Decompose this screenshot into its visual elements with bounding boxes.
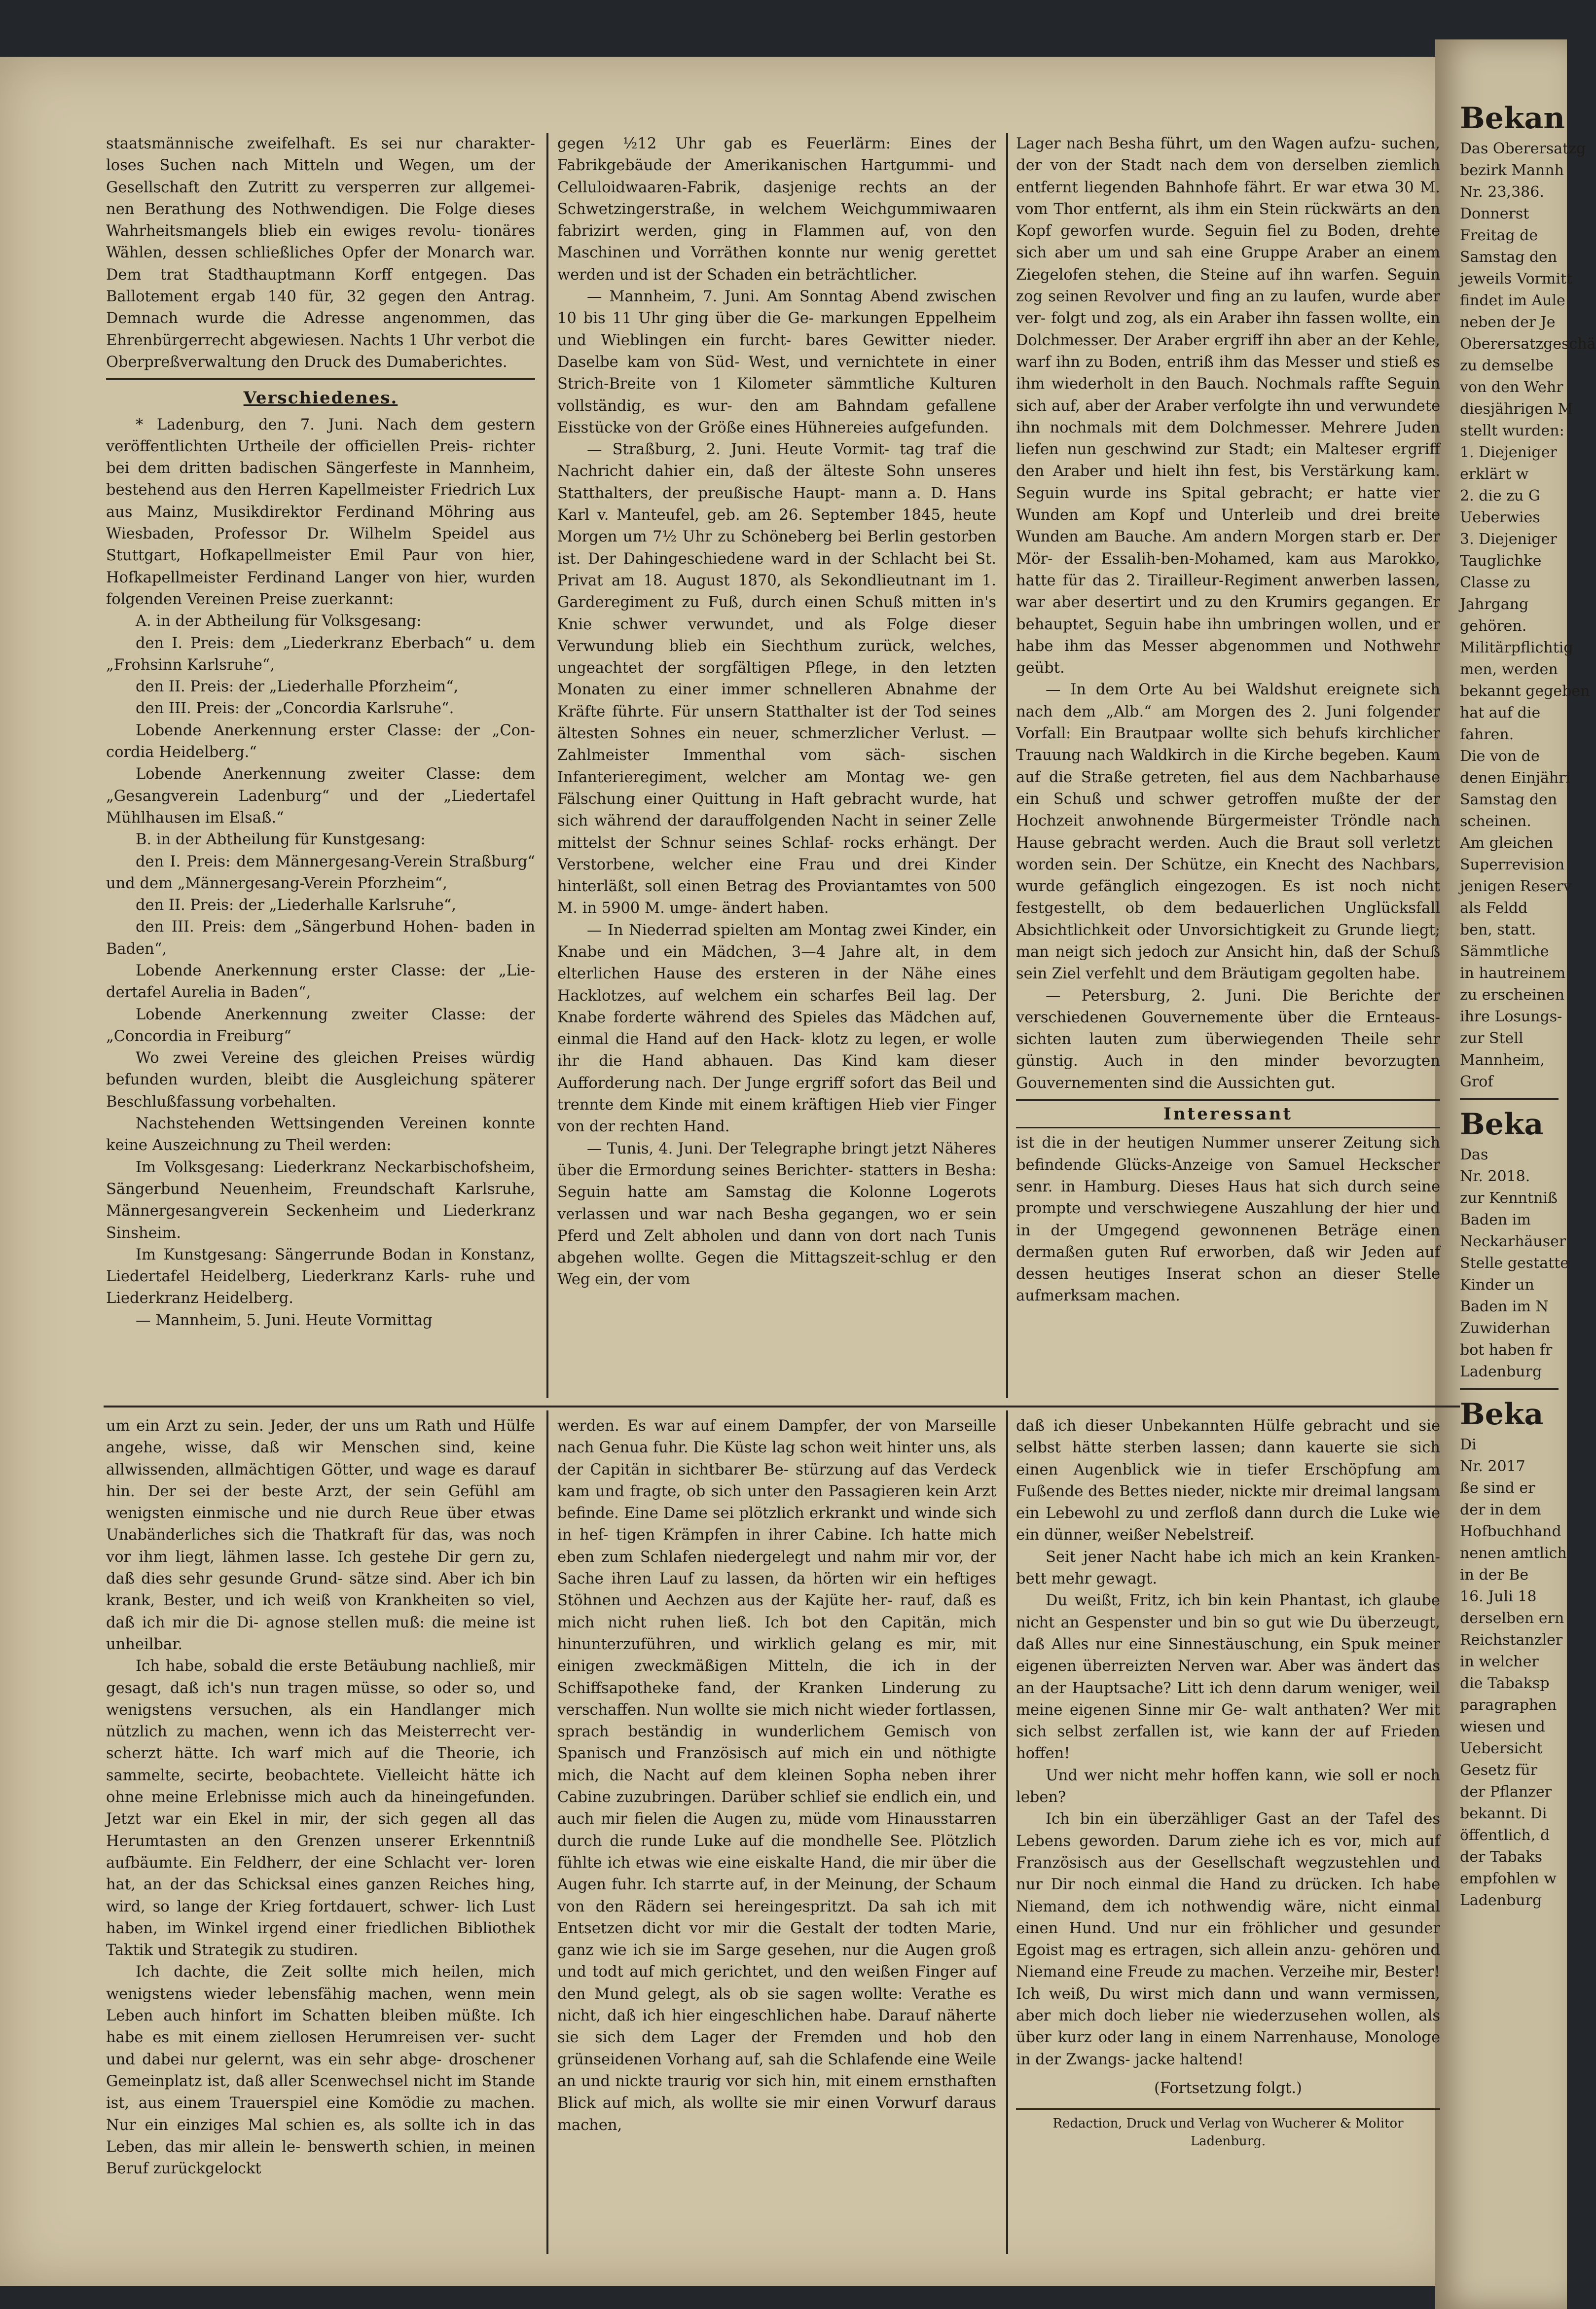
notice-line: Neckarhäuser — [1460, 1233, 1566, 1250]
column-1 — [106, 133, 535, 1403]
notice-line: Samstag den — [1460, 791, 1558, 808]
story-paragraph: daß ich dieser Unbekannten Hülfe gebracht und sie selbst hätte sterben lassen; dann kauerte sie sich einen Augenblick wie in tiefer Erschöpfung am Fußende des Bettes nieder, nickte mir dreimal langsam ein Lebewohl zu und zerfloß dann durch die Luke wie ein dünner, weißer Nebelstreif. — [1016, 1417, 1440, 1544]
notice-line: Ladenburg — [1460, 1363, 1542, 1380]
notice-line: 2. die zu G — [1460, 487, 1540, 505]
notice-line: ben, statt. — [1460, 921, 1536, 938]
notice-line: Hofbuchhand — [1460, 1523, 1561, 1540]
news-item: Nachstehenden Wettsingenden Vereinen konnte keine Auszeichnung zu Theil werden: — [106, 1115, 535, 1154]
notice-line: zur Kenntniß — [1460, 1190, 1558, 1207]
notice-line: der Tabaks — [1460, 1848, 1543, 1866]
notice-line: diesjährigen M — [1460, 400, 1573, 418]
notice-line: Baden im N — [1460, 1298, 1549, 1315]
section-divider — [106, 378, 535, 380]
news-item: B. in der Abtheilung für Kunstgesang: — [136, 831, 426, 849]
notice-line: Nr. 2018. — [1460, 1168, 1530, 1185]
notice-line: Samstag den — [1460, 249, 1558, 266]
notice-divider — [1460, 1388, 1559, 1390]
notice-line: bot haben fr — [1460, 1341, 1553, 1359]
notice-body — [1460, 138, 1596, 1093]
notice-line: erklärt w — [1460, 466, 1529, 483]
notice-line: zur Stell — [1460, 1030, 1523, 1047]
news-item: Lobende Anerkennung erster Classe: der „Con- cordia Heidelberg.“ — [106, 722, 535, 761]
news-item: — In Niederrad spielten am Montag zwei Kinder, ein Knabe und ein Mädchen, 3—4 Jahre alt, in dem elterlichen Hause des ersteren in der Nähe eines Hacklotzes, auf welchem ein scharfes Beil lag. Der Knabe forderte während des Spieles das Mädchen auf, einmal die Hand auf den Hack- klotz zu legen, er wolle ihr die Hand abhauen. Das Kind kam dieser Aufforderung nach. Der Junge ergriff sofort das Beil und trennte dem Kinde mit einem kräftigen Hieb vier Finger von der rechten Hand. — [557, 921, 996, 1136]
news-item: den II. Preis: der „Liederhalle Karlsruhe“, — [136, 897, 457, 914]
notice-line: denen Einjähri — [1460, 769, 1571, 787]
notice-line: Mannheim, — [1460, 1051, 1545, 1069]
feuilleton-column-2 — [557, 1415, 996, 2254]
notice-heading: Beka — [1460, 1107, 1544, 1142]
news-item: Im Kunstgesang: Sängerrunde Bodan in Konstanz, Liedertafel Heidelberg, Liederkranz Karls- ruhe und Liederkranz Heidelberg. — [106, 1246, 535, 1307]
notice-line: hat auf die — [1460, 704, 1541, 722]
notice-line: 3. Diejeniger — [1460, 531, 1557, 548]
notice-line: der Pflanzer — [1460, 1783, 1552, 1801]
notice-body — [1460, 1434, 1567, 1912]
news-item: Wo zwei Vereine des gleichen Preises würdig befunden wurden, bleibt die Ausgleichung späterer Beschlußfassung vorbehalten. — [106, 1049, 535, 1111]
continuation-note: (Fortsetzung folgt.) — [1154, 2079, 1302, 2097]
notice-line: Tauglichke — [1460, 552, 1542, 570]
news-item: — In dem Orte Au bei Waldshut ereignete sich nach dem „Alb.“ am Morgen des 2. Juni folgender Vorfall: Ein Brautpaar wollte sich behufs kirchlicher Trauung nach Waldkirch in die Kirche begeben. Kaum auf die Straße getreten, fiel aus dem Nachbarhause ein Schuß und schwer getroffen mußte der der Hochzeit anwohnende Bürgermeister Tröndle nach Hause gebracht werden. Auch die Braut soll verletzt worden sein. Der Schütze, ein Knecht des Nachbars, wurde gefänglich eingezogen. Es ist noch nicht festgestellt, ob dem bedauerlichen Unglücksfall Absichtlichkeit oder Unvorsichtigkeit zu Grunde liegt; man neigt sich jedoch zur Ansicht hin, daß der Schuß sein Ziel verfehlt und dem Bräutigam gegolten habe. — [1016, 681, 1440, 983]
notice-line: Stelle gestatte — [1460, 1255, 1569, 1272]
notice-line: paragraphen — [1460, 1696, 1557, 1714]
story-paragraph: um ein Arzt zu sein. Jeder, der uns um Rath und Hülfe angehe, wisse, daß wir Menschen sind, keine allwissenden, allmächtigen Götter, und wage es darauf hin. Der sei der beste Arzt, der sein Gefühl am wenigsten einmische und nie durch Reue über etwas Unabänderliches sich die Thatkraft für das, was noch vor ihm liegt, lähmen lasse. Ich gestehe Dir gern zu, daß dies sehr gesunde Grund- sätze sind. Aber ich bin krank, Bester, und ich weiß von Krankheiten so viel, daß ich mir die Di- agnose stellen muß: die meine ist unheilbar. — [106, 1417, 535, 1653]
news-item: — Straßburg, 2. Juni. Heute Vormit- tag traf die Nachricht dahier ein, daß der älteste Sohn unseres Statthalters, der preußische Haupt- mann a. D. Hans Karl v. Manteufel, geb. am 26. September 1845, heute Morgen um 7½ Uhr zu Schöneberg bei Berlin gestorben ist. Der Dahingeschiedene ward in der Schlacht bei St. Privat am 18. August 1870, als Sekondlieutnant im 1. Garderegiment zu Fuß, durch einen Schuß mitten in's Knie schwer verwundet, und als Folge dieser Verwundung blieb ein Siechthum zurück, welches, ungeachtet der sorgfältigen Pflege, in den letzten Monaten zu einer immer schnelleren Abnahme der Kräfte führte. Für unsern Statthalter ist der Tod seines ältesten Sohnes ein neuer, schmerzlicher Verlust. — Zahlmeister Immenthal vom säch- sischen Infanterieregiment, welcher am Montag we- gen Fälschung einer Quittung in Haft gebracht wurde, hat sich während der darauffolgenden Nacht in seiner Zelle mittelst der Schnur seines Schlaf- rocks erhängt. Der Verstorbene, welcher eine Frau und drei Kinder hinterläßt, soll einen Betrag des Proviantamtes von 500 M. in 5900 M. umge- ändert haben. — [557, 441, 996, 917]
notice-line: wiesen und — [1460, 1718, 1545, 1735]
story-paragraph: werden. Es war auf einem Dampfer, der von Marseille nach Genua fuhr. Die Küste lag schon weit hinter uns, als der Capitän in sichtbarer Be- stürzung auf das Verdeck kam und fragte, ob sich unter den Passagieren kein Arzt befinde. Eine Dame sei plötzlich erkrankt und winde sich in hef- tigen Krämpfen in ihrer Cabine. Ich hatte mich eben zum Schlafen niedergelegt und nahm mir vor, der Sache ihren Lauf zu lassen, da hörten wir ein heftiges Stöhnen und Aechzen aus der Kajüte her- rauf, daß es mich nicht ruhen ließ. Ich bot den Capitän, mich hinunterzuführen, und wirklich gelang es mir, mit einigen zweckmäßigen Mitteln, die ich in der Schiffsapotheke fand, der Kranken Linderung zu verschaffen. Nun wollte sie mich nicht wieder fortlassen, sprach beständig in wunderlichem Gemisch von Spanisch und Französisch auf mich ein und nöthigte mich, die Nacht auf dem kleinen Sopha neben ihrer Cabine zuzubringen. Darüber schlief sie endlich ein, und auch mir fielen die Augen zu, müde vom Hinausstarren durch die runde Luke auf die mondhelle See. Plötzlich fühlte ich etwas wie eine eiskalte Hand, die mir über die Augen fuhr. Ich starrte auf, in der Meinung, der Schaum von den Rädern sei hereingespritzt. Da sah ich mit Entsetzen dicht vor mir die Gestalt der todten Marie, ganz wie ich sie im Sarge gesehen, nur die Augen groß und todt auf mich gerichtet, und den weißen Finger auf den Mund gelegt, als ob sie sagen wollte: Verathe es nicht, daß ich hier eingeschlichen habe. Darauf näherte sie sich dem Lager der Fremden und hob den grünseidenen Vorhang auf, sah die Schlafende eine Weile an und nickte traurig vor sich hin, mit einem ernsthaften Blick auf mich, als wollte sie mir einen Vorwurf daraus machen, — [557, 1417, 996, 2134]
news-item: — Tunis, 4. Juni. Der Telegraphe bringt jetzt Näheres über die Ermordung seines Berichter- statters in Besha: Seguin hatte am Samstag die Kolonne Logerots verlassen und war nach Besha gegangen, wo er sein Pferd und Zelt abholen und dann von dort nach Tunis abgehen wollte. Gegen die Mittagszeit-schlug er den Weg ein, der vom — [557, 1140, 996, 1289]
notice-line: Gesetz für — [1460, 1762, 1538, 1779]
notice-line: Oberersatzgeschä — [1460, 335, 1596, 353]
advert-text: ist die in der heutigen Nummer unserer Zeitung sich befindende Glücks-Anzeige von Samuel Heckscher senr. in Hamburg. Dieses Haus hat sich durch seine prompte und verschwiegene Auszahlung der hier und in der Umgegend gewonnenen Beträge einen dermaßen guten Ruf erworben, daß wir Jeden auf dessen heutiges Inserat schon an dieser Stelle aufmerksam machen. — [1016, 1134, 1440, 1305]
notice-divider — [1460, 1098, 1559, 1100]
news-item: — Petersburg, 2. Juni. Die Berichte der verschiedenen Gouvernemente über die Ernteaus- sichten lauten zum überwiegenden Theile sehr günstig. Auch in den minder bevorzugten Gouvernementen sind die Aussichten gut. — [1016, 987, 1440, 1092]
notice-line: Kinder un — [1460, 1276, 1534, 1294]
story-paragraph: Ich habe, sobald die erste Betäubung nachließ, mir gesagt, daß ich's nun tragen müsse, so oder so, und wenigstens versuchen, als ein Handlanger mich nützlich zu machen, wenn ich das Meisterrecht ver- scherzt hätte. Ich warf mich auf die Theorie, ich sammelte, secirte, beobachtete. Vielleicht hätte ich ohne meine Erlebnisse mich auch da hineingefunden. Jetzt war ein Ekel in mir, der sich gegen all das Herumtasten an den Grenzen unserer Erkenntniß aufbäumte. Ein Feldherr, der eine Schlacht ver- loren hat, an der das Schicksal eines ganzen Reiches hing, wird, so lange der Krieg fortdauert, schwer- lich Lust haben, im Winkel irgend einer friedlichen Bibliothek Taktik und Strategik zu studiren. — [106, 1658, 535, 1959]
notice-line: von den Wehr — [1460, 379, 1563, 396]
notice-line: Nr. 2017 — [1460, 1458, 1525, 1475]
story-paragraph: Und wer nicht mehr hoffen kann, wie soll er noch leben? — [1016, 1767, 1440, 1806]
notice-body — [1460, 1144, 1567, 1383]
notice-line: jenigen Reserv — [1460, 878, 1572, 895]
news-item: A. in der Abtheilung für Volksgesang: — [136, 613, 422, 630]
notice-line: Jahrgang — [1460, 596, 1529, 613]
news-item: Lager nach Besha führt, um den Wagen aufzu- suchen, der von der Stadt nach dem von derselben ziemlich entfernt liegenden Bahnhofe fährt. Er war etwa 30 M. vom Thor entfernt, als ihm ein Stein rückwärts an den Kopf geworfen wurde. Seguin fiel zu Boden, drehte sich aber um und sah eine Gruppe Araber an einem Ziegelofen stehen, die Steine auf ihn warfen. Seguin zog seinen Revolver und fing an zu laufen, wurde aber ver- folgt und zog, als ein Araber ihn fassen wollte, ein Dolchmesser. Der Araber ergriff ihn aber an der Kehle, warf ihn zu Boden, entriß ihm das Messer und stieß es ihm wiederholt in den Bauch. Nochmals raffte Seguin sich auf, aber der Araber verfolgte ihn und verwundete ihn nochmals mit dem Dolchmesser. Mehrere Juden liefen nun geschwind zur Stadt; ein Malteser ergriff den Araber und hielt ihn fest, bis Verstärkung kam. Seguin wurde ins Spital gebracht; er hatte vier Wunden am Kopf und Unterleib und drei breite Wunden am Bauche. Am andern Morgen starb er. Der Mör- der Essalih-ben-Mohamed, kam aus Marokko, hatte für das 2. Tirailleur-Regiment anwerben lassen, war aber desertirt und zu den Krumirs gegangen. Er behauptet, Seguin habe ihn umbringen wollen, und er habe ihm das Messer abgenommen und Nothwehr geübt. — [1016, 135, 1440, 677]
notice-line: bekannt gegeben — [1460, 683, 1590, 700]
story-paragraph: Du weißt, Fritz, ich bin kein Phantast, ich glaube nicht an Gespenster und bin so gut wie Du überzeugt, daß Alles nur eine Sinnestäuschung, ein Spuk meiner eigenen überreizten Nerven war. Aber was ändert das an der Hauptsache? Litt ich denn darum weniger, weil meine eigenen Sinne mir Ge- walt anthaten? Wer mit sich selbst zerfallen ist, wie kann der auf Frieden hoffen! — [1016, 1592, 1440, 1763]
notice-line: Militärpflichtig — [1460, 639, 1573, 656]
notice-line: Die von de — [1460, 748, 1540, 765]
advert-heading: Interessant — [1016, 1099, 1440, 1128]
news-item: den I. Preis: dem Männergesang-Verein Straßburg“ und dem „Männergesang-Verein Pforzheim“, — [106, 853, 535, 892]
notice-line: Das — [1460, 1146, 1488, 1163]
notice-line: Freitag de — [1460, 227, 1538, 244]
notice-line: Ueberwies — [1460, 509, 1540, 526]
notice-line: gehören. — [1460, 617, 1527, 635]
notice-line: die Tabaksp — [1460, 1675, 1550, 1692]
notice-line: Grof — [1460, 1073, 1493, 1090]
notice-line: Baden im — [1460, 1211, 1531, 1228]
notice-line: Uebersicht — [1460, 1740, 1543, 1757]
column-rule-4 — [1006, 1410, 1008, 2254]
notice-line: jeweils Vormitt — [1460, 270, 1573, 288]
column-rule-2 — [1006, 133, 1008, 1398]
news-item: — Mannheim, 7. Juni. Am Sonntag Abend zwischen 10 bis 11 Uhr ging über die Ge- markungen Eppelheim und Wieblingen ein furcht- bares Gewitter nieder. Daselbe kam von Süd- West, und vernichtete in einer Strich-Breite von 1 Kilometer sämmtliche Kulturen vollständig, es wur- den am Bahndam gefallene Eisstücke von der Größe eines Hühnereies aufgefunden. — [557, 288, 996, 436]
imprint — [1016, 2108, 1440, 2150]
story-paragraph: Ich dachte, die Zeit sollte mich heilen, mich wenigstens wieder lebensfähig machen, wenn mein Leben auch hinfort im Schatten bleiben müßte. Ich habe es mit einem ziellosen Herumreisen ver- sucht und dabei nur gelernt, was ein sehr abge- droschener Gemeinplatz ist, daß aller Scenwechsel nicht im Stande ist, aus einem Trauerspiel eine Komödie zu machen. Nur ein einziges Mal schien es, als sollte ich in das Leben, das mir allein le- benswerth schien, in meinen Beruf zurückgelockt — [106, 1963, 535, 2178]
news-item: gegen ½12 Uhr gab es Feuerlärm: Eines der Fabrikgebäude der Amerikanischen Hartgummi- und Celluloidwaaren-Fabrik, dasjenige rechts an der Schwetzingerstraße, in welchem Weichgummiwaaren fabrizirt werden, ging in Flammen auf, von den Maschinen und Vorräthen konnte nur wenig gerettet werden und ist der Schaden ein beträchtlicher. — [557, 135, 996, 284]
section-heading: Verschiedenes. — [243, 388, 398, 408]
news-item: Lobende Anerkennung erster Classe: der „Lie- dertafel Aurelia in Baden“, — [106, 962, 535, 1002]
feuilleton-column-1 — [106, 1415, 535, 2254]
notice-line: empfohlen w — [1460, 1870, 1557, 1887]
news-item: den III. Preis: dem „Sängerbund Hohen- baden in Baden“, — [106, 918, 535, 958]
column-rule-1 — [546, 133, 548, 1398]
notice-heading: Bekan — [1460, 101, 1565, 136]
right-page-column — [1460, 99, 1596, 2269]
article-text: staatsmännische zweifelhaft. Es sei nur charakter- loses Suchen nach Mitteln und Wegen, um der Gesellschaft den Zutritt zu versperren zur allgemei- nen Berathung des Nothwendigen. Die Folge dieses Wahrheitsmangels blieb ein ewiges revolu- tionäres Wählen, dessen schließliches Opfer der Monarch war. Dem trat Stadthauptmann Korff entgegen. Das Ballotement ergab 140 für, 32 gegen den Antrag. Demnach wurde die Adresse angenommen, das Ehrenbürgerrecht abgewiesen. Nachts 1 Uhr verbot die Oberpreßverwaltung den Druck des Dumaberichtes. — [106, 135, 535, 371]
story-paragraph: Ich bin ein überzähliger Gast an der Tafel des Lebens geworden. Darum ziehe ich es vor, mich auf Französisch aus der Gesellschaft wegzustehlen und nur Dir noch einmal die Hand zu drücken. Ich habe Niemand, dem ich nothwendig wäre, nicht einmal einen Hund. Und nur ein fröhlicher und gesunder Egoist mag es ertragen, sich allein anzu- gehören und Niemand eine Freude zu machen. Verzeihe mir, Bester! Ich weiß, Du wirst mich dann und wann vermissen, aber mich doch lieber nie wiederzusehen wollen, als über kurz oder lang in einem Narrenhause, Monologe in der Zwangs- jacke haltend! — [1016, 1810, 1440, 2068]
news-item: Im Volksgesang: Liederkranz Neckarbischofsheim, Sängerbund Neuenheim, Freundschaft Karlsruhe, Männergesangverein Seckenheim und Liederkranz Sinsheim. — [106, 1158, 535, 1242]
notice-line: neben der Je — [1460, 314, 1556, 331]
notice-line: Am gleichen — [1460, 834, 1553, 852]
notice-line: 1. Diejeniger — [1460, 444, 1557, 461]
notice-line: men, werden — [1460, 661, 1558, 678]
notice-line: Sämmtliche — [1460, 943, 1549, 960]
notice-line: der in dem — [1460, 1501, 1541, 1518]
column-2 — [557, 133, 996, 1403]
notice-line: in hautreinem — [1460, 965, 1566, 982]
notice-line: Donnerst — [1460, 205, 1529, 222]
notice-line: bekannt. Di — [1460, 1805, 1547, 1822]
news-item: den II. Preis: der „Liederhalle Pforzheim“, — [136, 678, 459, 696]
imprint-line: Redaction, Druck und Verlag von Wucherer & Molitor — [1052, 2116, 1404, 2131]
notice-line: ße sind er — [1460, 1479, 1535, 1497]
notice-line: fahren. — [1460, 726, 1514, 743]
notice-line: Superrevision — [1460, 856, 1565, 873]
news-item: Lobende Anerkennung zweiter Classe: der „Concordia in Freiburg“ — [106, 1006, 535, 1045]
notice-line: Di — [1460, 1436, 1477, 1453]
news-item: — Mannheim, 5. Juni. Heute Vormittag — [136, 1311, 433, 1329]
notice-line: Classe zu — [1460, 574, 1531, 591]
imprint-line: Ladenburg. — [1190, 2134, 1266, 2149]
notice-line: Das Oberersatzg — [1460, 140, 1586, 157]
feuilleton-column-3 — [1016, 1415, 1440, 2254]
notice-line: 16. Juli 18 — [1460, 1588, 1537, 1605]
notice-line: scheinen. — [1460, 813, 1531, 830]
column-rule-3 — [546, 1410, 548, 2254]
notice-line: Zuwiderhan — [1460, 1320, 1551, 1337]
notice-line: zu demselbe — [1460, 357, 1554, 374]
notice-heading: Beka — [1460, 1397, 1544, 1432]
story-paragraph: Seit jener Nacht habe ich mich an kein Kranken- bett mehr gewagt. — [1016, 1548, 1440, 1588]
notice-line: zu erscheinen — [1460, 986, 1565, 1004]
notice-line: Nr. 23,386. — [1460, 183, 1544, 201]
notice-line: bezirk Mannh — [1460, 162, 1564, 179]
notice-line: in der Be — [1460, 1566, 1529, 1584]
notice-line: stellt wurden: — [1460, 422, 1564, 439]
notice-line: nenen amtlich — [1460, 1545, 1567, 1562]
notice-line: findet im Aule — [1460, 292, 1565, 309]
notice-line: ihre Losungs- — [1460, 1008, 1562, 1025]
news-item: Lobende Anerkennung zweiter Classe: dem „Gesangverein Ladenburg“ und der „Liedertafel Mühlhausen im Elsaß.“ — [106, 765, 535, 827]
notice-line: in welcher — [1460, 1653, 1539, 1670]
notice-line: als Feldd — [1460, 900, 1528, 917]
feuilleton-rule — [104, 1406, 1460, 1407]
notice-line: Reichstanzler — [1460, 1631, 1563, 1649]
notice-line: Ladenburg — [1460, 1892, 1542, 1909]
news-item: den I. Preis: dem „Liederkranz Eberbach“ u. dem „Frohsinn Karlsruhe“, — [106, 634, 535, 674]
notice-line: derselben ern — [1460, 1610, 1564, 1627]
news-item: * Ladenburg, den 7. Juni. Nach dem gestern veröffentlichten Urtheile der officiellen Preis- richter bei dem dritten badischen Sängerfeste in Mannheim, bestehend aus den Herren Kapellmeister Friedrich Lux aus Mainz, Musikdirektor Ferdinand Möhring aus Wiesbaden, Professor Dr. Wilhelm Speidel aus Stuttgart, Hofkapellmeister Emil Paur von hier, Hofkapellmeister Ferdinand Langer von hier, wurden folgenden Vereinen Preise zuerkannt: — [106, 416, 535, 608]
news-item: den III. Preis: der „Concordia Karlsruhe“. — [136, 700, 454, 718]
notice-line: öffentlich, d — [1460, 1827, 1550, 1844]
column-3 — [1016, 133, 1440, 1403]
